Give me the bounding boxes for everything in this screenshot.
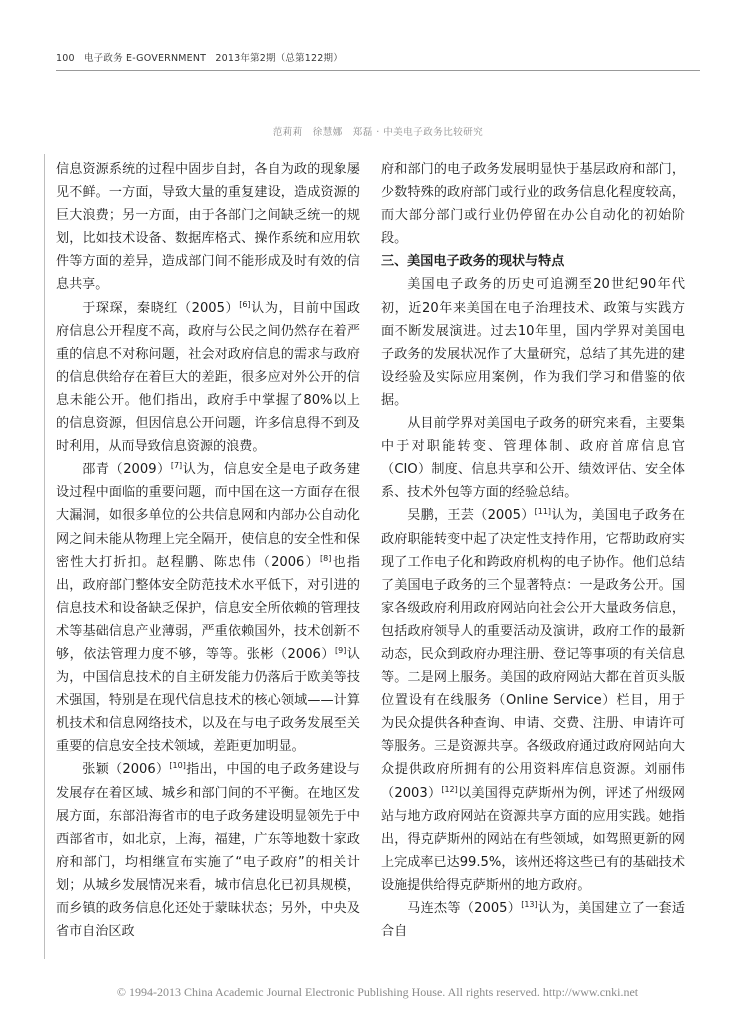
citation-ref: [12]: [441, 784, 458, 794]
paragraph: [381, 273, 685, 412]
citation-ref: [8]: [319, 553, 332, 563]
citation-ref: [9]: [335, 645, 347, 655]
paragraph: [56, 758, 360, 943]
page-header: [56, 50, 700, 66]
paragraph: [381, 158, 685, 250]
citation-ref: [6]: [239, 299, 251, 309]
citation-ref: [11]: [534, 507, 552, 517]
body-text: 认为，目前中国政府信息公开程度不高，政府与公民之间仍然存在着严重的信息不对称问题，社会对政府信息的需求与政府的信息供给存在着巨大的差距，很多应对外公开的信息未能公开。他们指出，政府手中掌握了80%以上的信息资源，但因信息公开问题，许多信息得不到及时利用，从而导致信息资源的浪费。: [56, 300, 360, 455]
citation-ref: [7]: [170, 461, 183, 471]
paragraph: [56, 158, 360, 297]
body-text: 府和部门的电子政务发展明显快于基层政府和部门，少数特殊的政府部门或行业的政务信息化程度较高，而大部分部门或行业仍停留在办公自动化的初始阶段。: [381, 162, 685, 247]
body-text: 认为，美国电子政务在政府职能转变中起了决定性支持作用，它帮助政府实现了工作电子化和跨政府机构的电子协作。他们总结了美国电子政务的三个显著特点：一是政务公开。国家各级政府利用政府网站向社会公开大量政务信息，包括政府领导人的重要活动及演讲，政府工作的最新动态，民众到政府办理注册、登记等事项的有关信息等。二是网上服务。美国的政府网站大都在首页头版位置设有在线服务（Online Service）栏目，用于为民众提供各种查询、申请、交费、注册、申请许可等服务。三是资源共享。各级政府通过政府网站向大众提供政府所拥有的公用资料库信息资源。刘丽伟（2003）: [381, 508, 685, 801]
page-number: 100: [56, 53, 75, 64]
journal-name: 电子政务 E-GOVERNMENT: [83, 53, 207, 64]
copyright-footer: © 1994-2013 China Academic Journal Electronic Publishing House. All rights reserved. http://www.cnki.net: [116, 985, 639, 999]
body-text: 认为，中国信息技术的自主研发能力仍落后于欧美等技术强国，特别是在现代信息技术的核心领域——计算机技术和信息网络技术，以及在与电子政务发展至关重要的信息安全技术领域，差距更加明显。: [56, 646, 360, 755]
paragraph: [381, 504, 685, 897]
citation-author: 于琛琛，秦晓红（2005）: [82, 300, 240, 316]
paragraph: [56, 297, 360, 459]
left-column: [56, 158, 360, 958]
body-text: 指出，中国的电子政务建设与发展存在着区域、城乡和部门间的不平衡。在地区发展方面，东部沿海省市的电子政务建设明显领先于中西部省市，如北京，上海，福建，广东等地数十家政府和部门，均相继宣布实施了“电子政府”的相关计划；从城乡发展情况来看，城市信息化已初具规模，而乡镇的政务信息化还处于蒙昧状态；另外，中央及省市自治区政: [56, 762, 360, 940]
citation-author: 马连杰等（2005）: [407, 901, 522, 916]
paragraph: [381, 412, 685, 504]
left-margin-rule: [44, 154, 45, 959]
paragraph: [56, 458, 360, 758]
citation-author: 邵青（2009）: [82, 462, 171, 478]
header-divider: [56, 70, 700, 71]
body-text: 认为，信息安全是电子政务建设过程中面临的重要问题，而中国在这一方面存在很大漏洞，如很多单位的公共信息网和内部办公自动化网之间未能从物理上完全隔开，使信息的安全性和保密性大打折扣。赵程鹏、陈忠伟（2006）: [56, 462, 360, 570]
body-text: 信息资源系统的过程中固步自封，各自为政的现象屡见不鲜。一方面，导致大量的重复建设，造成资源的巨大浪费；另一方面，由于各部门之间缺乏统一的规划，比如技术设备、数据库格式、操作系统和应用软件等方面的差异，造成部门间不能形成及时有效的信息共享。: [56, 162, 360, 293]
body-text: 从目前学界对美国电子政务的研究来看，主要集中于对职能转变、管理体制、政府首席信息官（CIO）制度、信息共享和公开、绩效评估、安全体系、技术外包等方面的经验总结。: [381, 416, 685, 501]
body-text: 认为，美国建立了一套适合自: [381, 901, 685, 940]
right-column: [381, 158, 685, 958]
body-text: 以美国得克萨斯州为例，评述了州级网站与地方政府网站在资源共享方面的应用实践。她指出，得克萨斯州的网站在有些领域，如驾照更新的网上完成率已达99.5%，该州还将这些已有的基础技术设施提供给得克萨斯州的地方政府。: [381, 785, 685, 893]
citation-ref: [10]: [169, 761, 186, 771]
citation-author: 吴鹏，王芸（2005）: [407, 508, 535, 524]
body-text: 也指出，政府部门整体安全防范技术水平低下，对引进的信息技术和设备缺乏保护，信息安全所依赖的管理技术等基础信息产业薄弱，严重依赖国外，技术创新不够，依法管理力度不够，等等。张彬（2006）: [56, 554, 360, 662]
issue-info: 2013年第2期（总第122期）: [215, 53, 343, 64]
citation-ref: [13]: [521, 900, 538, 909]
citation-author: 张颖（2006）: [82, 762, 170, 778]
paragraph: [381, 897, 685, 943]
section-heading: 三、美国电子政务的现状与特点: [381, 254, 565, 270]
running-title: 范莉莉 徐慧娜 郑磊 · 中美电子政务比较研究: [272, 127, 484, 138]
body-text: 美国电子政务的历史可追溯至20世纪90年代初，近20年来美国在电子治理技术、政策与实践方面不断发展演进。过去10年里，国内学界对美国电子政务的发展状况作了大量研究，总结了其先进的建设经验及实际应用案例，作为我们学习和借鉴的依据。: [381, 277, 685, 408]
